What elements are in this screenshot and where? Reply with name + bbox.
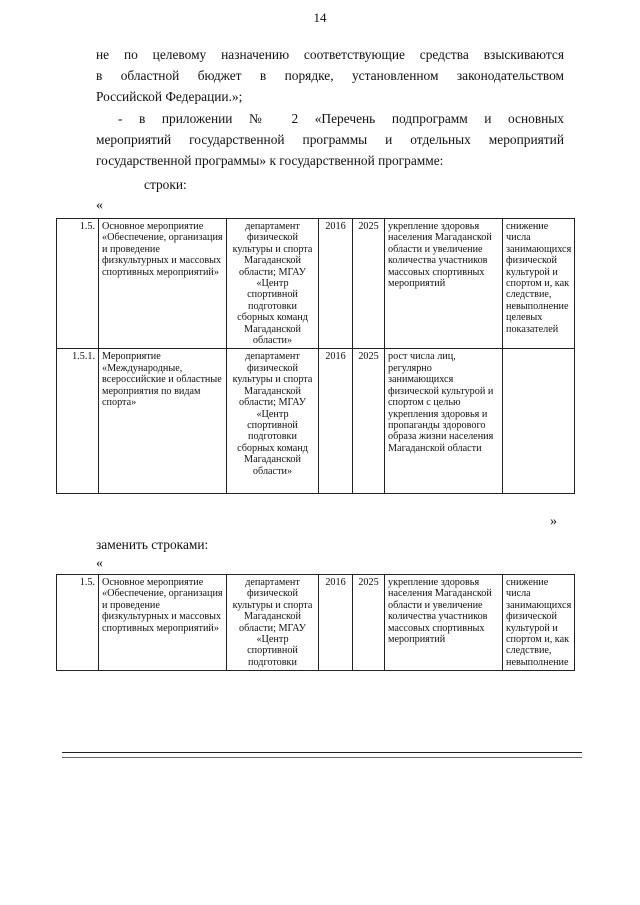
row-end-year: 2025 (353, 219, 385, 349)
rows-label: строки: (144, 177, 187, 192)
paragraph-line: мероприятий государственной программы и отдельных мероприятий (96, 132, 564, 147)
rows-table-replacement (56, 574, 575, 671)
table-row (57, 575, 575, 671)
paragraph-2 (96, 108, 564, 171)
paragraph-line: Российской Федерации.»; (96, 89, 243, 104)
row-indicator (503, 349, 575, 494)
row-number: 1.5. (57, 219, 99, 349)
row-start-year: 2016 (319, 349, 353, 494)
paragraph-line: государственной программы» к государственной программе: (96, 153, 444, 168)
close-quote: » (550, 514, 557, 529)
open-quote-2: « (96, 556, 103, 571)
table-row (57, 219, 575, 349)
page-bottom-rule-thin (62, 757, 582, 758)
row-executor: департамент физической культуры и спорта Магаданской области; МГАУ «Центр спортивной подготовки (227, 575, 319, 671)
row-indicator: снижение числа занимающихся физической культурой и спортом и, как следствие, невыполнение (503, 575, 575, 671)
paragraph-line: - в приложении № 2 «Перечень подпрограмм и основных (118, 111, 564, 126)
row-start-year: 2016 (319, 575, 353, 671)
page-number: 14 (313, 10, 327, 25)
replace-label: заменить строками: (96, 537, 209, 552)
paragraph-line: в областной бюджет в порядке, установленном законодательством (96, 68, 564, 83)
row-result: рост числа лиц, регулярно занимающихся физической культурой и спортом с целью укрепления здоровья и пропаганды здорового образа жизни населения Магаданской области (385, 349, 503, 494)
rows-table-original (56, 218, 575, 494)
row-result: укрепление здоровья населения Магаданской области и увеличение количества участников массовых спортивных мероприятий (385, 219, 503, 349)
paragraph-1 (96, 44, 564, 107)
row-executor: департамент физической культуры и спорта Магаданской области; МГАУ «Центр спортивной подготовки сборных команд Магаданской области» (227, 219, 319, 349)
row-result: укрепление здоровья населения Магаданской области и увеличение количества участников массовых спортивных мероприятий (385, 575, 503, 671)
open-quote: « (96, 198, 103, 213)
row-number: 1.5. (57, 575, 99, 671)
row-end-year: 2025 (353, 575, 385, 671)
page-bottom-rule (62, 752, 582, 753)
row-indicator: снижение числа занимающихся физической культурой и спортом и, как следствие, невыполнение целевых показателей (503, 219, 575, 349)
row-number: 1.5.1. (57, 349, 99, 494)
table-row (57, 349, 575, 494)
row-start-year: 2016 (319, 219, 353, 349)
row-name: Основное мероприятие «Обеспечение, организация и проведение физкультурных и массовых спортивных мероприятий» (99, 219, 227, 349)
row-name: Мероприятие «Международные, всероссийские и областные мероприятия по видам спорта» (99, 349, 227, 494)
row-executor: департамент физической культуры и спорта Магаданской области; МГАУ «Центр спортивной подготовки сборных команд Магаданской области» (227, 349, 319, 494)
row-end-year: 2025 (353, 349, 385, 494)
row-name: Основное мероприятие «Обеспечение, организация и проведение физкультурных и массовых спортивных мероприятий» (99, 575, 227, 671)
paragraph-line: не по целевому назначению соответствующие средства взыскиваются (96, 47, 564, 62)
